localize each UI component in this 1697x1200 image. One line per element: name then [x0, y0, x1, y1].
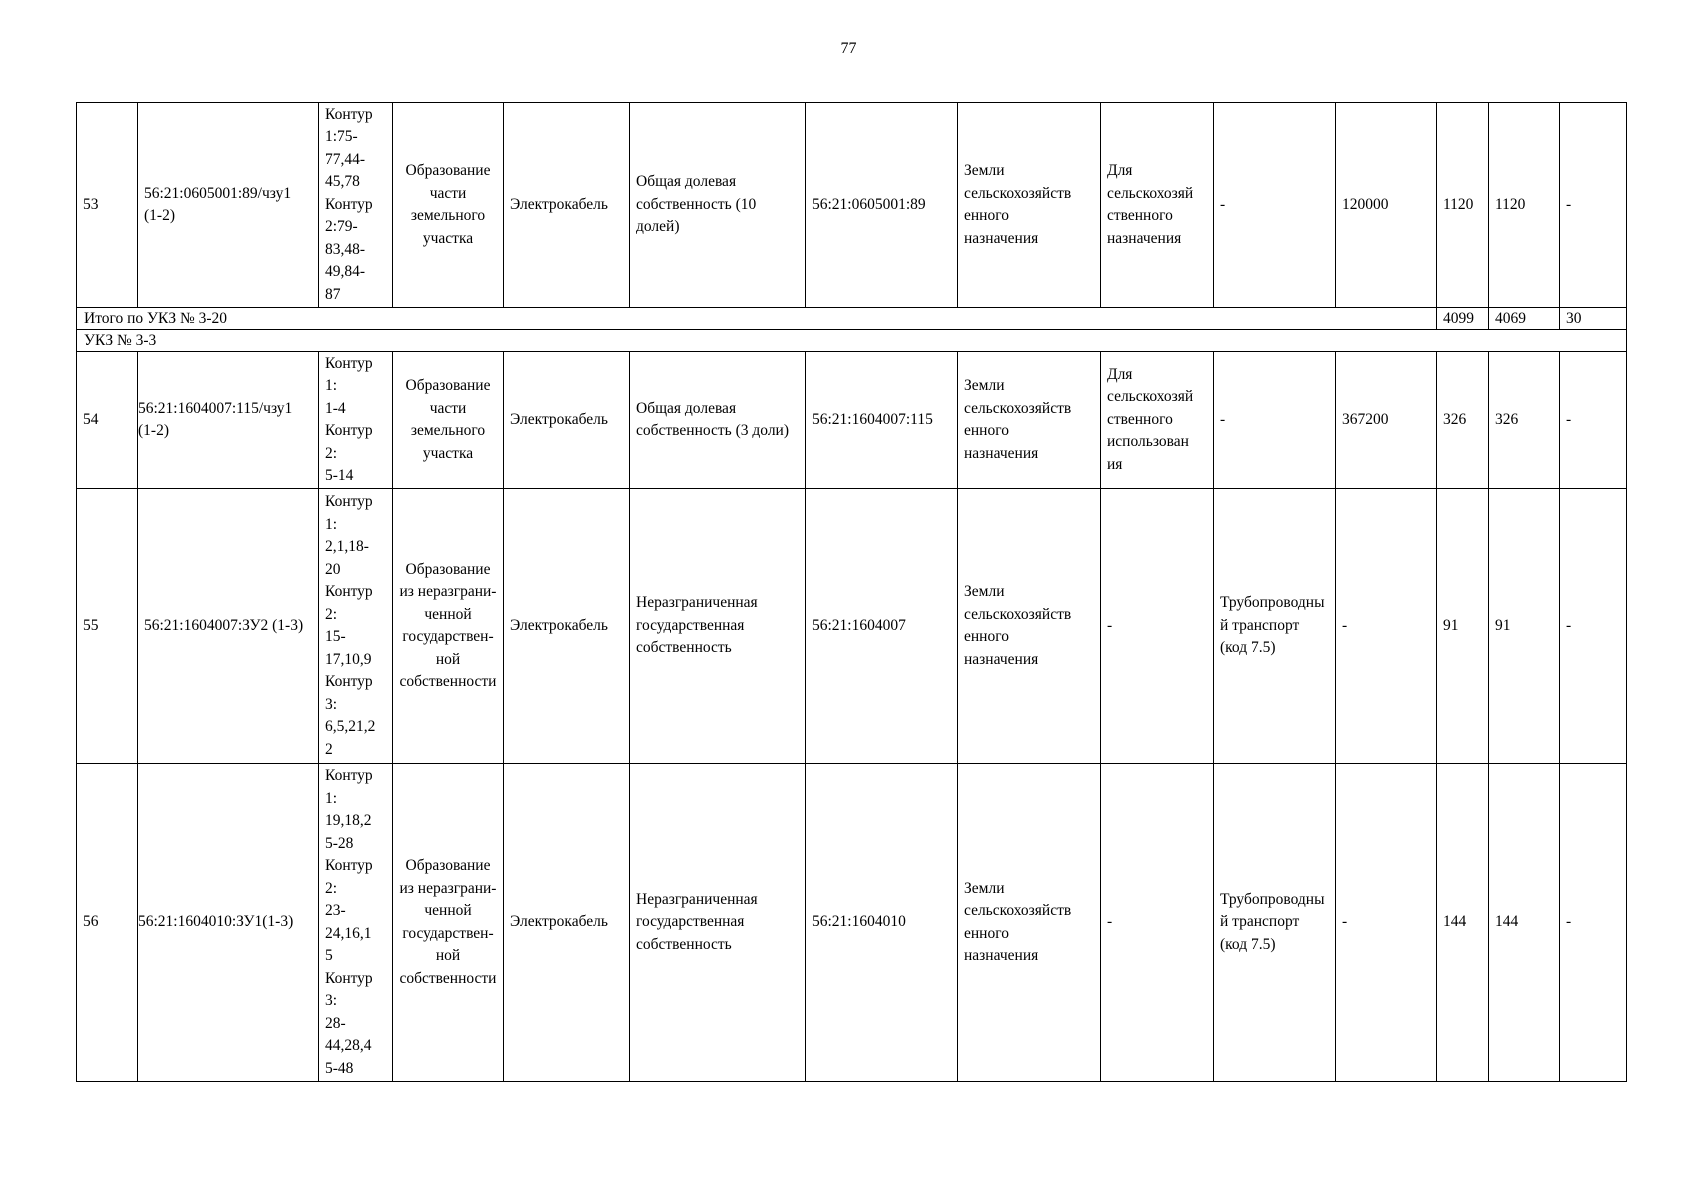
contour-points-line: 5: [325, 947, 333, 964]
contour-points: [319, 352, 393, 489]
area-3: -: [1560, 103, 1627, 308]
contour-points-line: 2:: [325, 444, 338, 462]
land-category-line: енного: [964, 924, 1009, 942]
land-category: [958, 103, 1101, 308]
permitted-use-type: -: [1214, 103, 1336, 308]
parent-cadastral-number: 56:21:0605001:89: [806, 103, 958, 308]
contour-points-line: Контур: [325, 422, 373, 439]
table-row: [77, 352, 1627, 489]
land-category-line: Земли: [964, 879, 1005, 897]
formation-method-line: из неразграни-: [399, 879, 497, 897]
formation-method-line: Образование: [405, 162, 491, 179]
contour-points-line: Контур: [325, 969, 373, 987]
land-category-line: назначения: [964, 229, 1039, 247]
contour-points-line: Контур: [325, 673, 373, 690]
contour-points: [319, 489, 393, 764]
permitted-use-line: использован: [1107, 433, 1189, 451]
land-category: [958, 489, 1101, 764]
land-category-line: Земли: [964, 583, 1005, 600]
row-number: 54: [77, 352, 138, 489]
formation-method-line: государствен-: [402, 924, 494, 942]
contour-points-line: 5-14: [325, 467, 354, 484]
area-2: 326: [1489, 352, 1560, 489]
parent-cadastral-number: 56:21:1604007:115: [806, 352, 958, 489]
parent-cadastral-number: 56:21:1604007: [806, 489, 958, 764]
ownership: Неразграниченная государственная собственность: [630, 489, 806, 764]
formation-method-line: собственности: [399, 673, 497, 690]
contour-points-line: 2:: [325, 605, 338, 623]
purpose: Электрокабель: [504, 352, 630, 489]
ownership: Общая долевая собственность (10 долей): [630, 103, 806, 308]
land-plots-table: [76, 102, 1627, 1082]
permitted-use-line: ственного: [1107, 410, 1173, 428]
formation-method-line: участка: [422, 229, 474, 247]
formation-method: [393, 764, 504, 1082]
formation-method-line: земельного: [410, 207, 486, 224]
contour-points-line: 5-28: [325, 834, 354, 852]
row-number: 55: [77, 489, 138, 764]
land-category-line: Земли: [964, 162, 1005, 179]
contour-points: [319, 764, 393, 1082]
contour-points-line: 1:: [325, 377, 338, 394]
row-number: 53: [77, 103, 138, 308]
contour-points-line: Контур: [325, 583, 373, 600]
permitted-use-line: ия: [1107, 455, 1123, 473]
group-label: УКЗ № 3-3: [77, 330, 1627, 352]
land-category-line: енного: [964, 628, 1009, 645]
contour-points-line: 17,10,9: [325, 650, 372, 668]
permitted-use-type: -: [1214, 352, 1336, 489]
contour-points-line: 1:: [325, 515, 338, 533]
area-2: 1120: [1489, 103, 1560, 308]
row-number: 56: [77, 764, 138, 1082]
formation-method-line: участка: [422, 444, 474, 462]
formation-method-line: из неразграни-: [399, 583, 497, 600]
land-category: [958, 764, 1101, 1082]
contour-points-line: 2,1,18-: [325, 538, 369, 555]
contour-points-line: 1:75-: [325, 128, 358, 146]
formation-method-line: Образование: [405, 857, 491, 874]
area-1: 144: [1437, 764, 1489, 1082]
area-3: -: [1560, 489, 1627, 764]
formation-method-line: ченной: [424, 605, 472, 623]
contour-points-line: 5-48: [325, 1059, 354, 1077]
summary-area1: 4099: [1437, 308, 1489, 330]
summary-label: Итого по УКЗ № 3-20: [77, 308, 1437, 330]
formation-method-line: части: [429, 184, 467, 202]
formation-method-line: ченной: [424, 902, 472, 919]
land-category-line: сельскохозяйств: [964, 399, 1072, 417]
land-category-line: сельскохозяйств: [964, 902, 1072, 919]
cadastral-number: 56:21:1604007:ЗУ2 (1-3): [138, 489, 319, 764]
purpose: Электрокабель: [504, 764, 630, 1082]
formation-method: [393, 489, 504, 764]
permitted-use-line: назначения: [1107, 229, 1182, 247]
contour-points-line: 2: [325, 740, 333, 758]
contour-points-line: 6,5,21,2: [325, 718, 376, 735]
total-area: 367200: [1336, 352, 1437, 489]
contour-points-line: 44,28,4: [325, 1037, 372, 1054]
area-2: 91: [1489, 489, 1560, 764]
cadastral-number: 56:21:1604010:ЗУ1(1-3): [138, 764, 319, 1082]
summary-row: [77, 308, 1627, 330]
contour-points-line: Контур: [325, 195, 373, 213]
area-1: 1120: [1437, 103, 1489, 308]
contour-points-line: 28-: [325, 1014, 346, 1032]
permitted-use-line: сельскохозяй: [1107, 184, 1194, 202]
permitted-use-line: -: [1107, 616, 1113, 634]
formation-method-line: земельного: [410, 422, 486, 439]
formation-method-line: Образование: [405, 377, 491, 394]
contour-points-line: 1-4: [325, 399, 346, 417]
area-3: -: [1560, 352, 1627, 489]
formation-method-line: ной: [435, 650, 461, 668]
formation-method: [393, 352, 504, 489]
formation-method-line: собственности: [399, 969, 497, 987]
table-row: [77, 764, 1627, 1082]
permitted-use-line: Для: [1107, 365, 1133, 383]
contour-points: [319, 103, 393, 308]
table-row: [77, 103, 1627, 308]
ownership: Общая долевая собственность (3 доли): [630, 352, 806, 489]
total-area: 120000: [1336, 103, 1437, 308]
area-3: -: [1560, 764, 1627, 1082]
contour-points-line: 2:: [325, 879, 338, 897]
formation-method-line: Образование: [405, 560, 491, 578]
cadastral-number: 56:21:1604007:115/чзу1 (1-2): [138, 352, 319, 489]
land-category-line: назначения: [964, 947, 1039, 964]
land-category-line: назначения: [964, 444, 1039, 462]
page-number: 77: [840, 40, 857, 57]
permitted-use-line: ственного: [1107, 207, 1173, 224]
permitted-use-line: -: [1107, 913, 1113, 931]
permitted-use: [1101, 489, 1214, 764]
contour-points-line: 23-: [325, 902, 346, 919]
parent-cadastral-number: 56:21:1604010: [806, 764, 958, 1082]
summary-area3: 30: [1560, 308, 1627, 330]
contour-points-line: Контур: [325, 493, 373, 510]
contour-points-line: 83,48-: [325, 240, 366, 258]
contour-points-line: Контур: [325, 857, 373, 874]
contour-points-line: 3:: [325, 992, 338, 1009]
contour-points-line: 2:79-: [325, 218, 358, 236]
contour-points-line: 1:: [325, 789, 338, 807]
contour-points-line: 3:: [325, 695, 338, 713]
total-area: -: [1336, 489, 1437, 764]
formation-method-line: части: [429, 399, 467, 417]
contour-points-line: Контур: [325, 105, 373, 123]
contour-points-line: 24,16,1: [325, 924, 372, 942]
land-category-line: сельскохозяйств: [964, 605, 1072, 623]
area-1: 91: [1437, 489, 1489, 764]
formation-method: [393, 103, 504, 308]
permitted-use-line: сельскохозяй: [1107, 388, 1194, 406]
land-category-line: енного: [964, 207, 1009, 224]
permitted-use-type: Трубопроводный транспорт (код 7.5): [1214, 764, 1336, 1082]
cadastral-number: 56:21:0605001:89/чзу1 (1-2): [138, 103, 319, 308]
contour-points-line: 49,84-: [325, 263, 366, 281]
land-category-line: Земли: [964, 377, 1005, 394]
contour-points-line: Контур: [325, 767, 373, 784]
purpose: Электрокабель: [504, 103, 630, 308]
purpose: Электрокабель: [504, 489, 630, 764]
table-row: [77, 489, 1627, 764]
permitted-use-line: Для: [1107, 162, 1133, 179]
land-category-line: назначения: [964, 650, 1039, 668]
table-body: [77, 103, 1627, 1082]
permitted-use: [1101, 103, 1214, 308]
contour-points-line: 45,78: [325, 173, 360, 191]
land-category-line: енного: [964, 422, 1009, 439]
total-area: -: [1336, 764, 1437, 1082]
formation-method-line: ной: [435, 947, 461, 964]
contour-points-line: Контур: [325, 354, 373, 372]
contour-points-line: 20: [325, 560, 341, 578]
summary-area2: 4069: [1489, 308, 1560, 330]
land-category: [958, 352, 1101, 489]
contour-points-line: 15-: [325, 628, 346, 645]
formation-method-line: государствен-: [402, 628, 494, 645]
contour-points-line: 77,44-: [325, 150, 366, 168]
area-1: 326: [1437, 352, 1489, 489]
contour-points-line: 87: [325, 285, 341, 303]
group-header-row: [77, 330, 1627, 352]
contour-points-line: 19,18,2: [325, 812, 372, 829]
area-2: 144: [1489, 764, 1560, 1082]
permitted-use: [1101, 764, 1214, 1082]
land-category-line: сельскохозяйств: [964, 184, 1072, 202]
ownership: Неразграниченная государственная собственность: [630, 764, 806, 1082]
permitted-use-type: Трубопроводный транспорт (код 7.5): [1214, 489, 1336, 764]
permitted-use: [1101, 352, 1214, 489]
